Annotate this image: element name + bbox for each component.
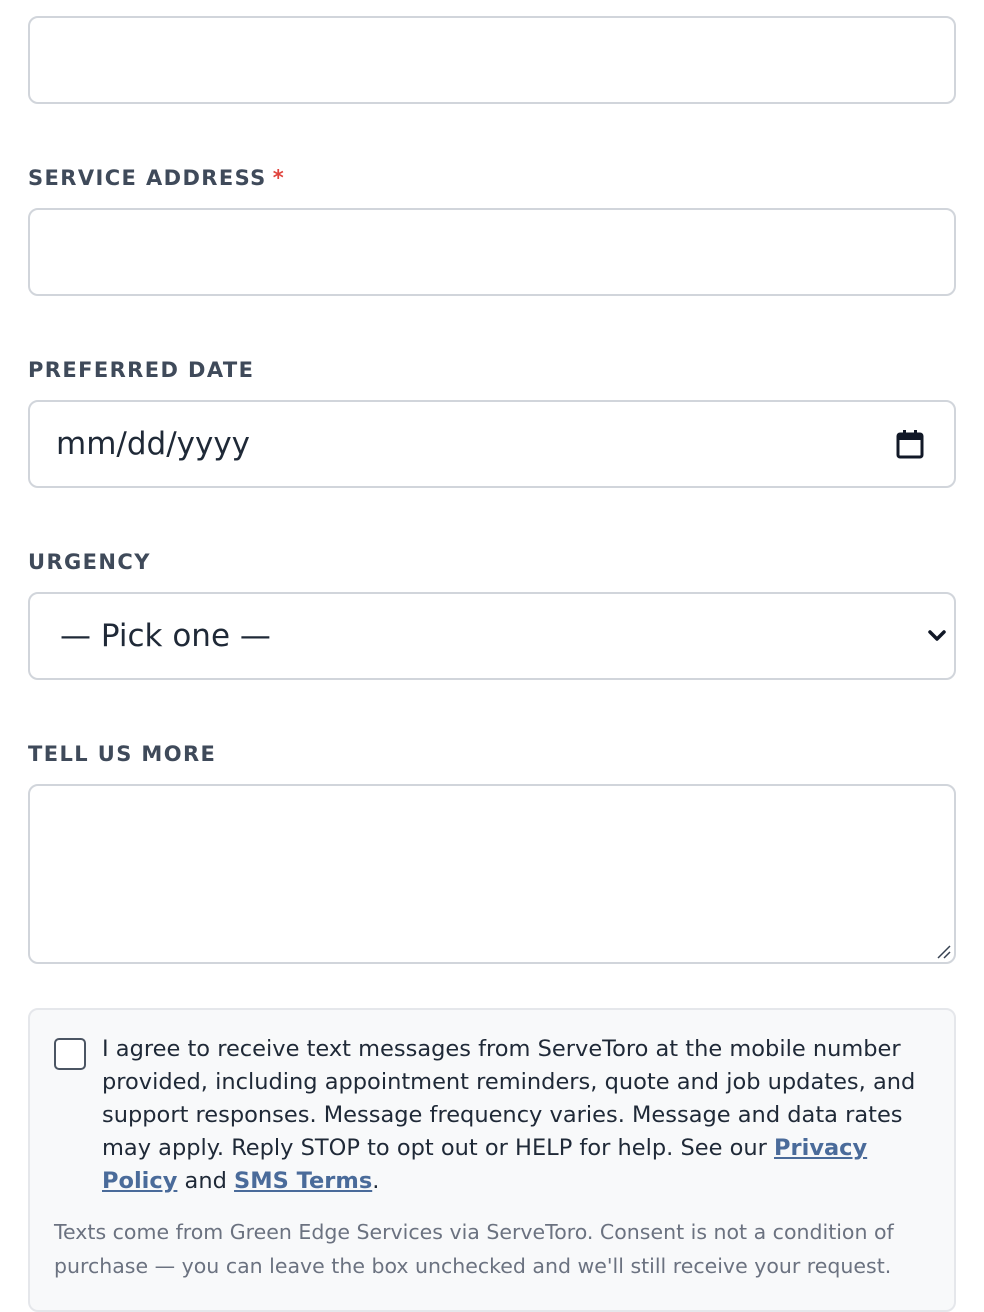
calendar-icon[interactable] [896, 429, 924, 459]
preferred-date-label: PREFERRED DATE [28, 358, 255, 382]
tell-us-more-field-group [28, 740, 956, 964]
urgency-field-group [28, 548, 956, 680]
urgency-selected-value: — Pick one — [60, 618, 271, 654]
tell-us-more-textarea[interactable] [28, 784, 956, 964]
phone-field-group [28, 0, 956, 104]
sms-consent-text [102, 1033, 932, 1198]
sms-consent-checkbox[interactable] [54, 1038, 86, 1070]
lead-form [28, 0, 956, 1312]
phone-input[interactable] [28, 16, 956, 104]
consent-disclaimer: Texts come from Green Edge Services via ServeToro. Consent is not a condition of purchase — you can leave the box unchecked and we'll still receive your request. [54, 1220, 894, 1278]
urgency-select[interactable] [28, 592, 956, 680]
service-address-field-group [28, 164, 956, 296]
resize-handle-icon[interactable] [935, 943, 951, 959]
chevron-down-icon [926, 628, 948, 644]
date-placeholder: mm/dd/yyyy [56, 426, 251, 462]
preferred-date-input[interactable] [28, 400, 956, 488]
tell-us-more-label: TELL US MORE [28, 742, 217, 766]
service-address-input[interactable] [28, 208, 956, 296]
preferred-date-field-group [28, 356, 956, 488]
urgency-label: URGENCY [28, 550, 151, 574]
consent-main-text: I agree to receive text messages from ServeToro at the mobile number provided, including appointment reminders, quote and job updates, and support responses. Message frequency varies. Message and data rates may apply. Reply STOP to opt out or HELP for help. See our [102, 1036, 916, 1161]
required-marker: * [272, 166, 286, 190]
consent-period: . [372, 1168, 380, 1194]
service-address-label-text: SERVICE ADDRESS [28, 166, 267, 190]
service-address-label [28, 164, 956, 192]
consent-and-text: and [177, 1168, 235, 1194]
sms-terms-link[interactable]: SMS Terms [234, 1168, 373, 1194]
privacy-policy-link[interactable]: Privacy Policy [102, 1135, 868, 1194]
sms-consent-box [28, 1008, 956, 1312]
